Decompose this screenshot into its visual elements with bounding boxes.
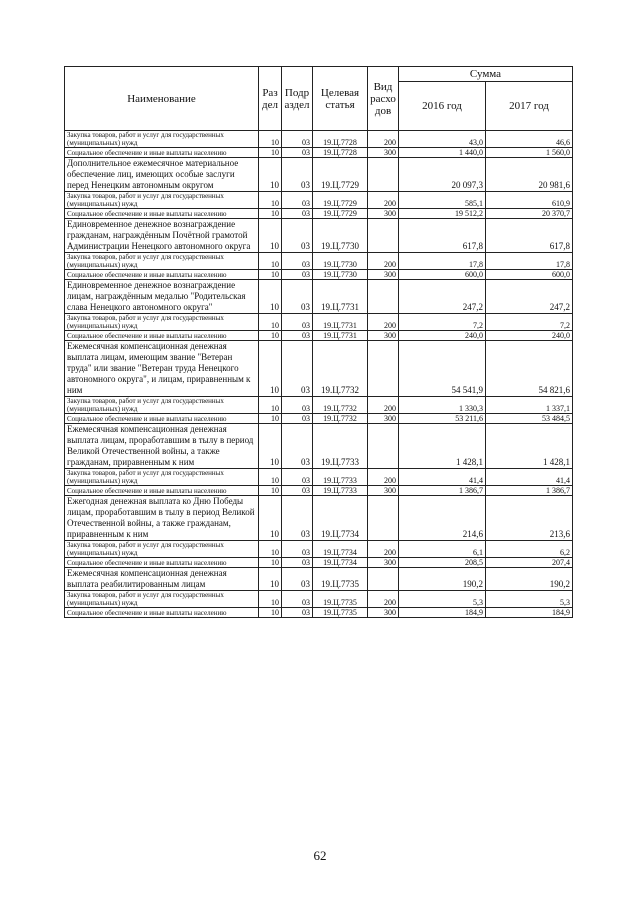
row-vid-rashodov: 200 bbox=[368, 591, 399, 608]
row-razdel: 10 bbox=[259, 253, 282, 270]
row-razdel: 10 bbox=[259, 280, 282, 314]
row-sum-2016: 240,0 bbox=[399, 331, 486, 341]
row-podrazdel: 03 bbox=[282, 331, 313, 341]
row-name: Ежегодная денежная выплата ко Дню Победы лицам, проработавшим в тылу в период Великой Отечественной войны, а также гражданам, приравненным к ним bbox=[65, 496, 259, 541]
row-sum-2017: 1 337,1 bbox=[486, 397, 573, 414]
row-sum-2016: 17,8 bbox=[399, 253, 486, 270]
row-podrazdel: 03 bbox=[282, 541, 313, 558]
row-name: Социальное обеспечение и иные выплаты населению bbox=[65, 414, 259, 424]
row-podrazdel: 03 bbox=[282, 314, 313, 331]
row-vid-rashodov: 200 bbox=[368, 253, 399, 270]
row-celevaya-statya: 19.Ц.7733 bbox=[313, 486, 368, 496]
row-podrazdel: 03 bbox=[282, 341, 313, 397]
row-sum-2017: 1 386,7 bbox=[486, 486, 573, 496]
row-sum-2017: 247,2 bbox=[486, 280, 573, 314]
row-sum-2017: 184,9 bbox=[486, 608, 573, 618]
table-row bbox=[65, 591, 573, 608]
table-row bbox=[65, 568, 573, 591]
row-sum-2016: 247,2 bbox=[399, 280, 486, 314]
row-sum-2017: 617,8 bbox=[486, 219, 573, 253]
row-name: Закупка товаров, работ и услуг для государственных (муниципальных) нужд bbox=[65, 131, 259, 148]
table-row bbox=[65, 608, 573, 618]
row-vid-rashodov: 200 bbox=[368, 469, 399, 486]
row-sum-2017: 54 821,6 bbox=[486, 341, 573, 397]
row-vid-rashodov bbox=[368, 158, 399, 192]
row-celevaya-statya: 19.Ц.7732 bbox=[313, 341, 368, 397]
row-sum-2017: 7,2 bbox=[486, 314, 573, 331]
row-vid-rashodov: 300 bbox=[368, 270, 399, 280]
table-row bbox=[65, 541, 573, 558]
row-vid-rashodov bbox=[368, 568, 399, 591]
row-celevaya-statya: 19.Ц.7731 bbox=[313, 314, 368, 331]
row-vid-rashodov: 200 bbox=[368, 397, 399, 414]
row-podrazdel: 03 bbox=[282, 424, 313, 469]
header-name: Наименование bbox=[65, 67, 259, 131]
table-row bbox=[65, 558, 573, 568]
row-vid-rashodov: 300 bbox=[368, 148, 399, 158]
row-sum-2016: 190,2 bbox=[399, 568, 486, 591]
row-name: Закупка товаров, работ и услуг для государственных (муниципальных) нужд bbox=[65, 591, 259, 608]
row-vid-rashodov: 300 bbox=[368, 209, 399, 219]
row-sum-2016: 41,4 bbox=[399, 469, 486, 486]
table-row bbox=[65, 158, 573, 192]
header-year-2017: 2017 год bbox=[486, 82, 573, 131]
table-row bbox=[65, 486, 573, 496]
table-row bbox=[65, 469, 573, 486]
row-vid-rashodov: 300 bbox=[368, 414, 399, 424]
row-podrazdel: 03 bbox=[282, 280, 313, 314]
table-row bbox=[65, 331, 573, 341]
row-sum-2017: 46,6 bbox=[486, 131, 573, 148]
row-sum-2017: 207,4 bbox=[486, 558, 573, 568]
row-podrazdel: 03 bbox=[282, 209, 313, 219]
row-sum-2017: 20 981,6 bbox=[486, 158, 573, 192]
row-podrazdel: 03 bbox=[282, 469, 313, 486]
row-podrazdel: 03 bbox=[282, 158, 313, 192]
header-podrazdel: Подр аздел bbox=[282, 67, 313, 131]
row-celevaya-statya: 19.Ц.7734 bbox=[313, 541, 368, 558]
row-vid-rashodov bbox=[368, 341, 399, 397]
row-sum-2016: 208,5 bbox=[399, 558, 486, 568]
row-podrazdel: 03 bbox=[282, 591, 313, 608]
table-body bbox=[65, 131, 573, 618]
row-name: Закупка товаров, работ и услуг для государственных (муниципальных) нужд bbox=[65, 469, 259, 486]
row-sum-2017: 1 428,1 bbox=[486, 424, 573, 469]
row-name: Социальное обеспечение и иные выплаты населению bbox=[65, 558, 259, 568]
row-celevaya-statya: 19.Ц.7730 bbox=[313, 219, 368, 253]
row-sum-2016: 54 541,9 bbox=[399, 341, 486, 397]
row-sum-2017: 20 370,7 bbox=[486, 209, 573, 219]
row-razdel: 10 bbox=[259, 496, 282, 541]
row-razdel: 10 bbox=[259, 158, 282, 192]
row-razdel: 10 bbox=[259, 608, 282, 618]
table-row bbox=[65, 209, 573, 219]
row-vid-rashodov: 300 bbox=[368, 486, 399, 496]
page-number: 62 bbox=[313, 848, 327, 863]
row-name: Закупка товаров, работ и услуг для государственных (муниципальных) нужд bbox=[65, 192, 259, 209]
row-vid-rashodov: 200 bbox=[368, 131, 399, 148]
row-sum-2017: 600,0 bbox=[486, 270, 573, 280]
header-summa: Сумма bbox=[399, 67, 573, 82]
table-row bbox=[65, 280, 573, 314]
row-name: Закупка товаров, работ и услуг для государственных (муниципальных) нужд bbox=[65, 253, 259, 270]
row-celevaya-statya: 19.Ц.7729 bbox=[313, 158, 368, 192]
row-sum-2016: 20 097,3 bbox=[399, 158, 486, 192]
table-row bbox=[65, 424, 573, 469]
row-podrazdel: 03 bbox=[282, 219, 313, 253]
budget-table bbox=[64, 66, 573, 618]
row-podrazdel: 03 bbox=[282, 558, 313, 568]
row-name: Ежемесячная компенсационная денежная выплата лицам, имеющим звание "Ветеран труда" или звание "Ветеран труда Ненецкого автономного округа", и лицам, приравненным к ним bbox=[65, 341, 259, 397]
row-celevaya-statya: 19.Ц.7729 bbox=[313, 209, 368, 219]
table-row bbox=[65, 397, 573, 414]
row-sum-2017: 190,2 bbox=[486, 568, 573, 591]
row-razdel: 10 bbox=[259, 131, 282, 148]
row-name: Единовременное денежное вознаграждение гражданам, награждённым Почётной грамотой Администрации Ненецкого автономного округа bbox=[65, 219, 259, 253]
row-razdel: 10 bbox=[259, 397, 282, 414]
row-razdel: 10 bbox=[259, 558, 282, 568]
row-vid-rashodov: 300 bbox=[368, 558, 399, 568]
row-sum-2016: 184,9 bbox=[399, 608, 486, 618]
row-celevaya-statya: 19.Ц.7734 bbox=[313, 558, 368, 568]
row-celevaya-statya: 19.Ц.7733 bbox=[313, 424, 368, 469]
row-name: Социальное обеспечение и иные выплаты населению bbox=[65, 209, 259, 219]
row-razdel: 10 bbox=[259, 541, 282, 558]
header-razdel: Раз дел bbox=[259, 67, 282, 131]
row-vid-rashodov bbox=[368, 424, 399, 469]
row-celevaya-statya: 19.Ц.7731 bbox=[313, 331, 368, 341]
row-name: Закупка товаров, работ и услуг для государственных (муниципальных) нужд bbox=[65, 397, 259, 414]
row-razdel: 10 bbox=[259, 219, 282, 253]
row-sum-2016: 617,8 bbox=[399, 219, 486, 253]
row-name: Закупка товаров, работ и услуг для государственных (муниципальных) нужд bbox=[65, 541, 259, 558]
row-name: Ежемесячная компенсационная денежная выплата реабилитированным лицам bbox=[65, 568, 259, 591]
table-row bbox=[65, 496, 573, 541]
row-vid-rashodov: 200 bbox=[368, 314, 399, 331]
row-name: Ежемесячная компенсационная денежная выплата лицам, проработавшим в тылу в период Великой Отечественной войны, а также гражданам, приравненным к ним bbox=[65, 424, 259, 469]
row-razdel: 10 bbox=[259, 341, 282, 397]
table-row bbox=[65, 341, 573, 397]
row-name: Социальное обеспечение и иные выплаты населению bbox=[65, 270, 259, 280]
row-name: Социальное обеспечение и иные выплаты населению bbox=[65, 608, 259, 618]
row-vid-rashodov bbox=[368, 496, 399, 541]
row-razdel: 10 bbox=[259, 469, 282, 486]
row-vid-rashodov bbox=[368, 280, 399, 314]
row-sum-2016: 53 211,6 bbox=[399, 414, 486, 424]
row-podrazdel: 03 bbox=[282, 253, 313, 270]
row-sum-2017: 6,2 bbox=[486, 541, 573, 558]
row-razdel: 10 bbox=[259, 331, 282, 341]
row-celevaya-statya: 19.Ц.7735 bbox=[313, 608, 368, 618]
row-razdel: 10 bbox=[259, 314, 282, 331]
row-sum-2017: 1 560,0 bbox=[486, 148, 573, 158]
row-celevaya-statya: 19.Ц.7730 bbox=[313, 270, 368, 280]
row-sum-2016: 6,1 bbox=[399, 541, 486, 558]
row-razdel: 10 bbox=[259, 591, 282, 608]
row-vid-rashodov: 300 bbox=[368, 331, 399, 341]
row-podrazdel: 03 bbox=[282, 486, 313, 496]
row-sum-2017: 240,0 bbox=[486, 331, 573, 341]
row-sum-2016: 214,6 bbox=[399, 496, 486, 541]
header-vid-rashodov: Вид расхо дов bbox=[368, 67, 399, 131]
row-celevaya-statya: 19.Ц.7734 bbox=[313, 496, 368, 541]
row-razdel: 10 bbox=[259, 192, 282, 209]
row-vid-rashodov: 200 bbox=[368, 192, 399, 209]
row-sum-2016: 5,3 bbox=[399, 591, 486, 608]
row-celevaya-statya: 19.Ц.7729 bbox=[313, 192, 368, 209]
row-celevaya-statya: 19.Ц.7731 bbox=[313, 280, 368, 314]
row-vid-rashodov: 200 bbox=[368, 541, 399, 558]
row-sum-2016: 43,0 bbox=[399, 131, 486, 148]
row-podrazdel: 03 bbox=[282, 496, 313, 541]
row-sum-2017: 41,4 bbox=[486, 469, 573, 486]
row-podrazdel: 03 bbox=[282, 568, 313, 591]
row-podrazdel: 03 bbox=[282, 192, 313, 209]
row-celevaya-statya: 19.Ц.7735 bbox=[313, 591, 368, 608]
row-razdel: 10 bbox=[259, 424, 282, 469]
row-name: Единовременное денежное вознаграждение лицам, награждённым медалью "Родительская слава Ненецкого автономного округа" bbox=[65, 280, 259, 314]
table-row bbox=[65, 219, 573, 253]
row-sum-2016: 1 440,0 bbox=[399, 148, 486, 158]
row-podrazdel: 03 bbox=[282, 608, 313, 618]
row-sum-2017: 53 484,5 bbox=[486, 414, 573, 424]
row-celevaya-statya: 19.Ц.7732 bbox=[313, 397, 368, 414]
row-sum-2017: 213,6 bbox=[486, 496, 573, 541]
row-podrazdel: 03 bbox=[282, 131, 313, 148]
row-sum-2016: 7,2 bbox=[399, 314, 486, 331]
table-row bbox=[65, 131, 573, 148]
row-celevaya-statya: 19.Ц.7735 bbox=[313, 568, 368, 591]
row-sum-2016: 1 330,3 bbox=[399, 397, 486, 414]
row-sum-2017: 610,9 bbox=[486, 192, 573, 209]
row-razdel: 10 bbox=[259, 209, 282, 219]
row-sum-2016: 600,0 bbox=[399, 270, 486, 280]
table-row bbox=[65, 148, 573, 158]
row-sum-2016: 1 428,1 bbox=[399, 424, 486, 469]
row-podrazdel: 03 bbox=[282, 397, 313, 414]
row-razdel: 10 bbox=[259, 414, 282, 424]
row-podrazdel: 03 bbox=[282, 270, 313, 280]
row-sum-2017: 17,8 bbox=[486, 253, 573, 270]
row-sum-2016: 1 386,7 bbox=[399, 486, 486, 496]
row-vid-rashodov: 300 bbox=[368, 608, 399, 618]
table-row bbox=[65, 314, 573, 331]
row-razdel: 10 bbox=[259, 568, 282, 591]
row-podrazdel: 03 bbox=[282, 414, 313, 424]
row-name: Дополнительное ежемесячное материальное обеспечение лиц, имеющих особые заслуги перед Ненецким автономным округом bbox=[65, 158, 259, 192]
table-row bbox=[65, 414, 573, 424]
row-celevaya-statya: 19.Ц.7728 bbox=[313, 148, 368, 158]
row-sum-2016: 585,1 bbox=[399, 192, 486, 209]
row-celevaya-statya: 19.Ц.7733 bbox=[313, 469, 368, 486]
row-celevaya-statya: 19.Ц.7730 bbox=[313, 253, 368, 270]
row-razdel: 10 bbox=[259, 270, 282, 280]
row-vid-rashodov bbox=[368, 219, 399, 253]
row-sum-2017: 5,3 bbox=[486, 591, 573, 608]
header-celevaya-statya: Целевая статья bbox=[313, 67, 368, 131]
table-row bbox=[65, 270, 573, 280]
row-razdel: 10 bbox=[259, 486, 282, 496]
row-name: Социальное обеспечение и иные выплаты населению bbox=[65, 148, 259, 158]
table-row bbox=[65, 192, 573, 209]
row-celevaya-statya: 19.Ц.7732 bbox=[313, 414, 368, 424]
row-name: Социальное обеспечение и иные выплаты населению bbox=[65, 331, 259, 341]
row-name: Закупка товаров, работ и услуг для государственных (муниципальных) нужд bbox=[65, 314, 259, 331]
row-name: Социальное обеспечение и иные выплаты населению bbox=[65, 486, 259, 496]
row-sum-2016: 19 512,2 bbox=[399, 209, 486, 219]
row-razdel: 10 bbox=[259, 148, 282, 158]
header-year-2016: 2016 год bbox=[399, 82, 486, 131]
table-row bbox=[65, 253, 573, 270]
row-celevaya-statya: 19.Ц.7728 bbox=[313, 131, 368, 148]
row-podrazdel: 03 bbox=[282, 148, 313, 158]
